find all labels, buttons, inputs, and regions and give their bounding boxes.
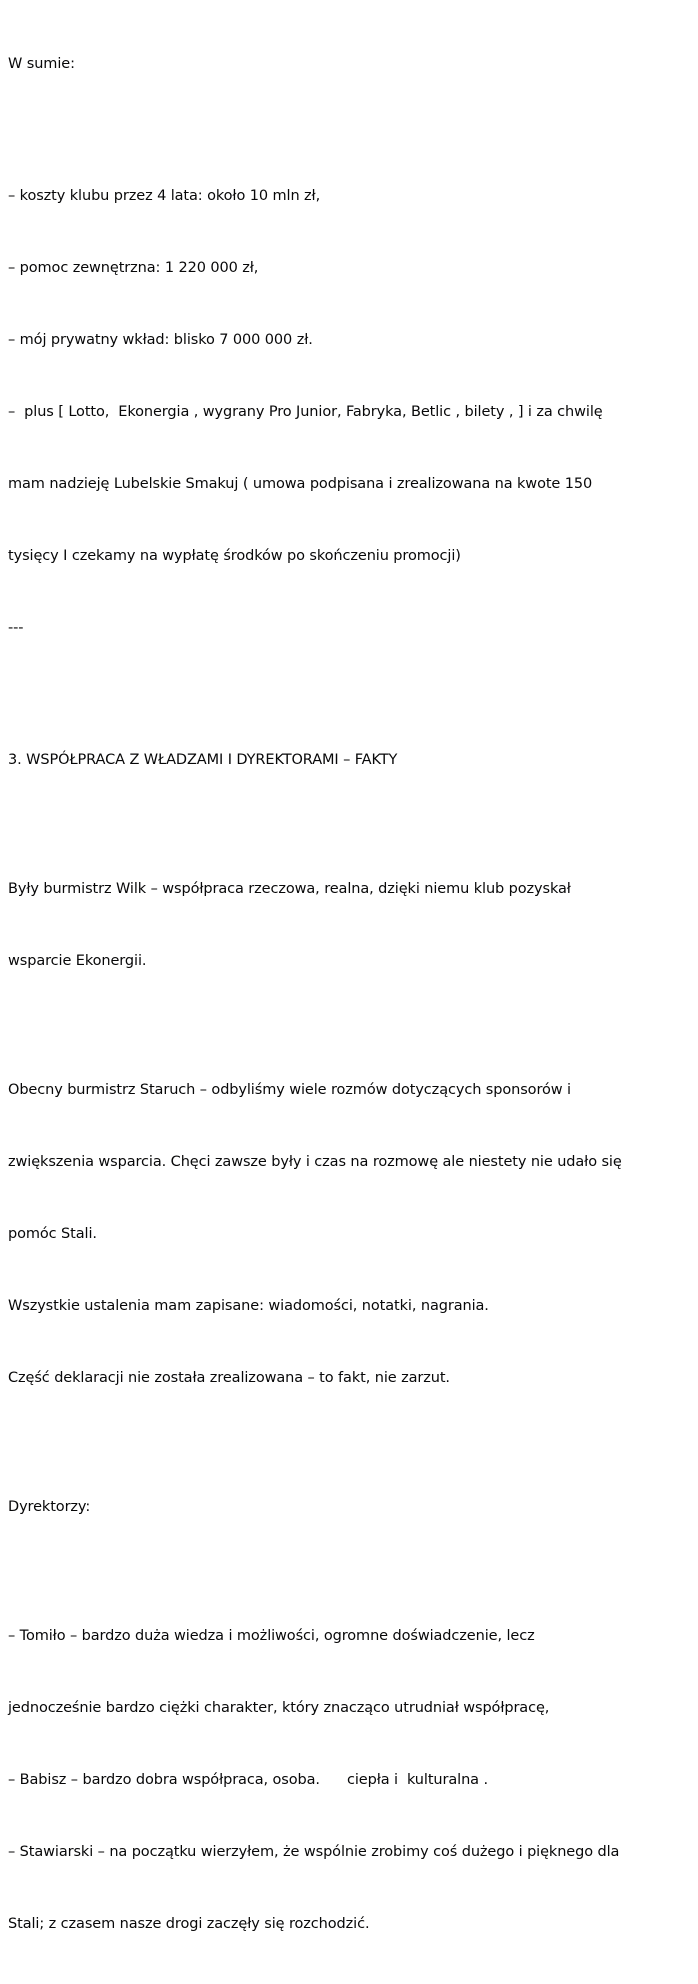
directors-heading-text: Dyrektorzy: xyxy=(8,1499,91,1515)
summary-line: – koszty klubu przez 4 lata: około 10 mln zł, xyxy=(8,188,321,204)
directors-list xyxy=(8,1576,696,1984)
directors-line: – Stawiarski – na początku wierzyłem, że wspólnie zrobimy coś dużego i pięknego dla xyxy=(8,1844,620,1860)
directors-line: jednocześnie bardzo ciężki charakter, który znacząco utrudniał współpracę, xyxy=(8,1700,550,1716)
summary-line: tysięcy I czekamy na wypłatę środków po skończeniu promocji) xyxy=(8,548,461,564)
paragraph-former-mayor xyxy=(8,829,696,1021)
spacer xyxy=(8,1567,696,1576)
summary-line: – mój prywatny wkład: blisko 7 000 000 zł. xyxy=(8,332,313,348)
paragraph-line: pomóc Stali. xyxy=(8,1226,97,1242)
summary-list xyxy=(8,136,696,688)
spacer xyxy=(8,1438,696,1447)
section-heading xyxy=(8,700,696,820)
paragraph-line: Były burmistrz Wilk – współpraca rzeczowa, realna, dzięki niemu klub pozyskał xyxy=(8,881,571,897)
summary-heading-text: W sumie: xyxy=(8,56,75,72)
paragraph-line: Obecny burmistrz Staruch – odbyliśmy wiele rozmów dotyczących sponsorów i xyxy=(8,1082,571,1098)
directors-line: – Tomiło – bardzo duża wiedza i możliwości, ogromne doświadczenie, lecz xyxy=(8,1628,535,1644)
spacer xyxy=(8,124,696,136)
post-body xyxy=(8,4,696,1984)
paragraph-line: Część deklaracji nie została zrealizowana – to fakt, nie zarzut. xyxy=(8,1370,450,1386)
summary-line: – plus [ Lotto, Ekonergia , wygrany Pro Junior, Fabryka, Betlic , bilety , ] i za chwilę xyxy=(8,404,603,420)
summary-line: – pomoc zewnętrzna: 1 220 000 zł, xyxy=(8,260,259,276)
summary-heading xyxy=(8,4,696,124)
spacer xyxy=(8,688,696,700)
paragraph-line: wsparcie Ekonergii. xyxy=(8,953,147,969)
spacer xyxy=(8,1021,696,1030)
summary-line: mam nadzieję Lubelskie Smakuj ( umowa podpisana i zrealizowana na kwote 150 xyxy=(8,476,593,492)
directors-heading xyxy=(8,1447,696,1567)
paragraph-line: Wszystkie ustalenia mam zapisane: wiadomości, notatki, nagrania. xyxy=(8,1298,489,1314)
paragraph-line: zwiększenia wsparcia. Chęci zawsze były i czas na rozmowę ale niestety nie udało się xyxy=(8,1154,622,1170)
paragraph-current-mayor xyxy=(8,1030,696,1438)
directors-line: – Babisz – bardzo dobra współpraca, osoba. ciepła i kulturalna . xyxy=(8,1772,488,1788)
spacer xyxy=(8,820,696,829)
directors-line: Stali; z czasem nasze drogi zaczęły się rozchodzić. xyxy=(8,1916,370,1932)
separator: --- xyxy=(8,620,24,636)
section-heading-text: 3. WSPÓŁPRACA Z WŁADZAMI I DYREKTORAMI – FAKTY xyxy=(8,752,398,768)
